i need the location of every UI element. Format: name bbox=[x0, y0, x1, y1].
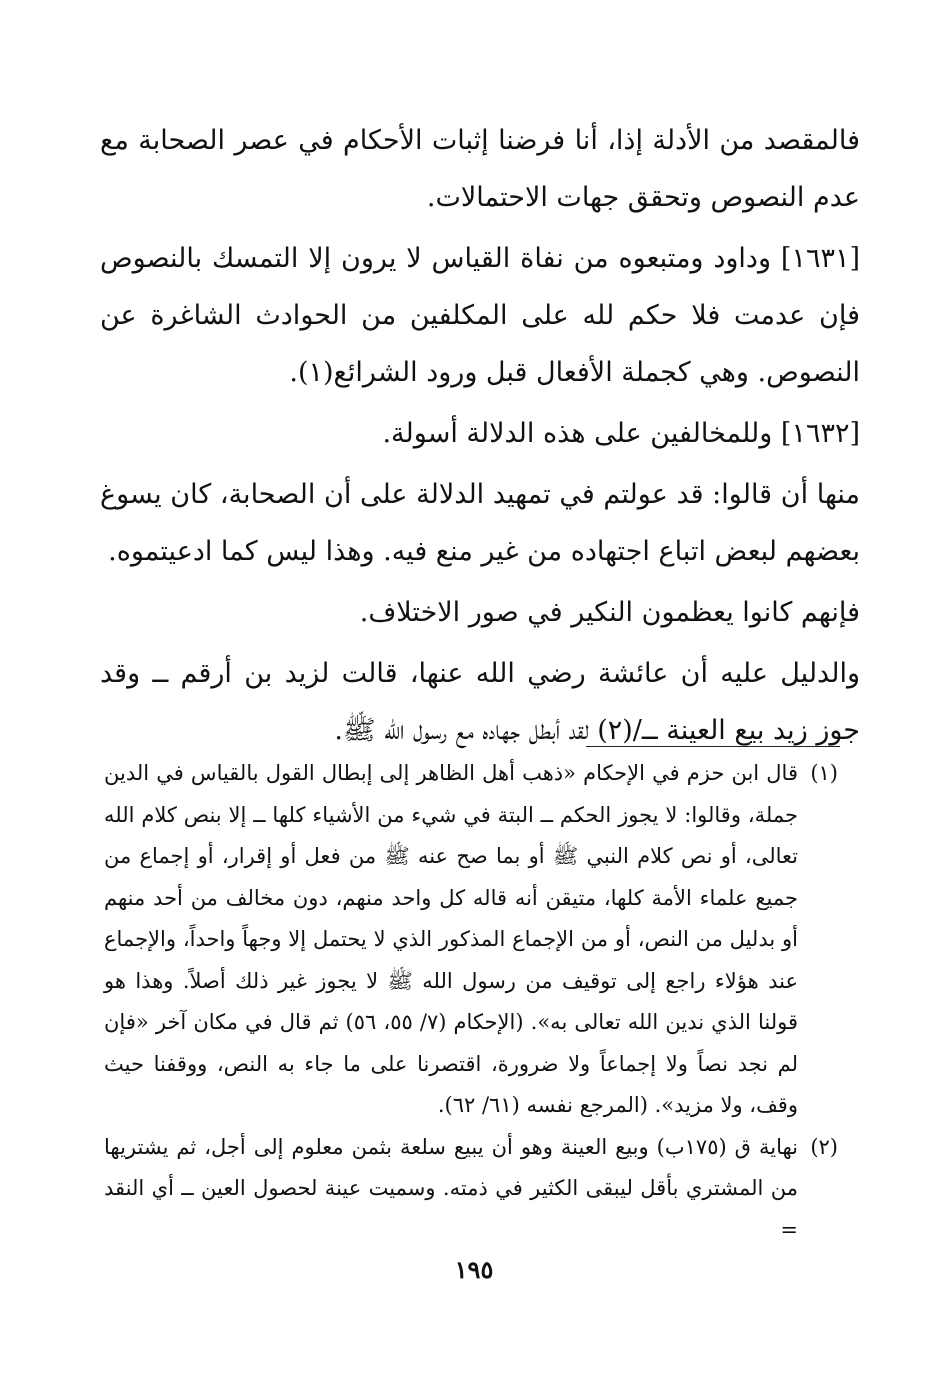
paragraph-1632: [١٦٣٢] وللمخالفين على هذه الدلالة أسولة. bbox=[382, 418, 860, 449]
footnote-text: نهاية ق (١٧٥ب) وبيع العينة وهو أن يبيع سلعة بثمن معلوم إلى أجل، ثم يشتريها من المشتري بأقل ليبقى الكثير في ذمته. وسميت عينة لحصول العين ــ أي النقد = bbox=[104, 1134, 798, 1242]
paragraph-objection: منها أن قالوا: قد عولتم في تمهيد الدلالة على أن الصحابة، كان يسوغ بعضهم لبعض اتباع اجتهاده من غير منع فيه. وهذا ليس كما ادعيتموه. bbox=[100, 479, 860, 567]
footnote-item bbox=[104, 1127, 838, 1252]
paragraph-disapproval: فإنهم كانوا يعظمون النكير في صور الاختلاف. bbox=[359, 597, 860, 628]
footnote-item bbox=[104, 753, 838, 1127]
paragraph-1631: [١٦٣١] وداود ومتبعوه من نفاة القياس لا يرون إلا التمسك بالنصوص فإن عدمت فلا حكم لله على المكلفين من الحوادث الشاغرة عن النصوص. وهي كجملة الأفعال قبل ورود الشرائع(١). bbox=[100, 243, 860, 388]
footnote-number: (٢) bbox=[810, 1134, 838, 1159]
page-number: ١٩٥ bbox=[454, 1255, 494, 1284]
paragraph-evidence: والدليل عليه أن عائشة رضي الله عنها، قالت لزيد بن أرقم ــ وقد جوز زيد بيع العينة ــ/(٢) لقد أبطل جهاده مع رسول الله ﷺ. bbox=[100, 658, 860, 746]
footnotes bbox=[104, 753, 838, 1251]
footnote-separator bbox=[586, 746, 840, 747]
paragraph-conclusion: فالمقصد من الأدلة إذا، أنا فرضنا إثبات الأحكام في عصر الصحابة مع عدم النصوص وتحقق جهات الاحتمالات. bbox=[100, 125, 860, 213]
footnote-number: (١) bbox=[810, 761, 838, 785]
footnote-text: قال ابن حزم في الإحكام «ذهب أهل الظاهر إلى إبطال القول بالقياس في الدين جملة، وقالوا: لا يجوز الحكم ــ البتة في شيء من الأشياء كلها ــ إلا بنص كلام الله تعالى، أو نص كلام النبي ﷺ أو بما صح عنه ﷺ من فعل أو إقرار، أو إجماع من جميع علماء الأمة كلها، متيقن أنه قاله كل واحد منهم، دون مخالف من أحد منهم أو بدليل من النص، أو من الإجماع المذكور الذي لا يحتمل إلا وجهاً واحداً، والإجماع عند هؤلاء راجع إلى توقيف من رسول الله ﷺ لا يجوز غير ذلك أصلاً. وهذا هو قولنا الذي ندين الله تعالى به». (الإحكام (٧/ ٥٥، ٥٦) ثم قال في مكان آخر «فإن لم نجد نصاً ولا إجماعاً ولا ضرورة، اقتصرنا على ما جاء به النص، ووقفنا حيث وقف، ولا مزيد». (المرجع نفسه (٦١/ ٦٢). bbox=[104, 761, 799, 1117]
main-text bbox=[100, 112, 860, 759]
